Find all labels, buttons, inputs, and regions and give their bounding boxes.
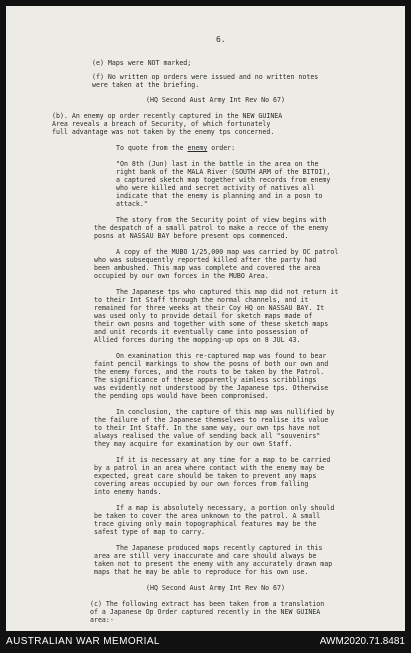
para-4-line: The significance of these apparently aimless scribblings — [94, 376, 317, 384]
para-2-line: A copy of the MUBO 1/25,000 map was carried by OC patrol — [116, 248, 339, 256]
para-8-line: taken not to present the enemy with any accurately drawn map — [94, 560, 333, 568]
para-4-line: On examination this re-captured map was found to bear — [116, 352, 327, 360]
source-reference-2: (HQ Second Aust Army Int Rev No 67) — [146, 584, 285, 592]
quote-intro — [116, 145, 235, 153]
para-7-line: safest type of map to carry. — [94, 528, 206, 536]
item-f-line1: (f) No written op orders were issued and no written notes — [92, 73, 319, 81]
archive-footer — [0, 631, 411, 653]
para-3-line: remained for three weeks at their Coy HQ on NASSAU BAY. It — [94, 304, 325, 312]
para-6-line: covering areas occupied by our own forces from falling — [94, 480, 309, 488]
item-e: (e) Maps were NOT marked; — [92, 59, 192, 67]
item-f-line2: were taken at the briefing. — [92, 81, 200, 89]
quote-line: who were killed and secret activity of natives all — [116, 184, 315, 192]
para-b-line1: (b). An enemy op order recently captured in the NEW GUINEA — [52, 112, 283, 120]
para-2-line: been ambushed. This map was complete and covered the area — [94, 264, 321, 272]
para-c-line2: of a Japanese Op Order captured recently in the NEW GUINEA — [90, 608, 321, 616]
para-3-line: Allied forces during the mopping-up ops on 8 JUL 43. — [94, 336, 301, 344]
page-number: 6. — [216, 35, 226, 44]
quote-line: "On 8th (Jun) last in the battle in the area on the — [116, 160, 319, 168]
para-c-line1: (c) The following extract has been taken from a translation — [90, 600, 325, 608]
para-3-line: The Japanese tps who captured this map did not return it — [116, 288, 339, 296]
quote-line: right bank of the MALA River (SOUTH ARM of the BITOI), — [116, 168, 331, 176]
para-3-line: to their Int Staff through the normal channels, and it — [94, 296, 309, 304]
para-6-line: expected, great care should be taken to prevent any maps — [94, 472, 317, 480]
para-8-line: area are still very inaccurate and care should always be — [94, 552, 317, 560]
quote-intro-underlined: enemy — [187, 144, 208, 152]
para-6-line: into enemy hands. — [94, 488, 162, 496]
para-2-line: occupied by our own forces in the MUBO Area. — [94, 272, 269, 280]
para-6-line: If it is necessary at any time for a map to be carried — [116, 456, 331, 464]
quote-line: a captured sketch map together with records from enemy — [116, 176, 331, 184]
para-8-line: maps that he may be able to reproduce for his own use. — [94, 568, 309, 576]
para-4-line: faint pencil markings to show the posns of both our own and — [94, 360, 329, 368]
quote-line: attack." — [116, 200, 148, 208]
para-1-line: posns at NASSAU BAY before present ops commenced. — [94, 232, 289, 240]
para-b-line2: Area reveals a breach of Security, of which fortunately — [52, 120, 271, 128]
footer-catalogue-number: AWM2020.71.8481 — [319, 636, 405, 647]
document-page — [6, 6, 405, 631]
para-5-line: In conclusion, the capture of this map was nullified by — [116, 408, 335, 416]
para-8-line: The Japanese produced maps recently captured in this — [116, 544, 323, 552]
para-c-line3: area:- — [90, 616, 114, 624]
para-3-line: was used only to provide detail for sketch maps made of — [94, 312, 313, 320]
para-6-line: by a patrol in an area where contact with the enemy may be — [94, 464, 325, 472]
document-body — [6, 6, 405, 631]
footer-institution: AUSTRALIAN WAR MEMORIAL — [6, 636, 160, 647]
para-7-line: trace giving only main topographical features may be the — [94, 520, 317, 528]
para-5-line: they may acquire for examination by our own Staff. — [94, 440, 293, 448]
para-1-line: The story from the Security point of view begins with — [116, 216, 327, 224]
para-4-line: the pending ops would have been compromised. — [94, 392, 269, 400]
para-3-line: and unit records it eventually came into possession of — [94, 328, 309, 336]
para-5-line: to their Int Staff. In the same way, our own tps have not — [94, 424, 321, 432]
para-7-line: be taken to cover the area unknown to the patrol. A small — [94, 512, 321, 520]
quote-line: indicate that the enemy is planning and in a posn to — [116, 192, 323, 200]
quote-intro-prefix: To quote from the — [116, 144, 188, 152]
para-4-line: the enemy forces, and the routs to be taken by the Patrol. — [94, 368, 325, 376]
para-3-line: their own posns and together with some of these sketch maps — [94, 320, 329, 328]
para-b-line3: full advantage was not taken by the enemy tps concerned. — [52, 128, 275, 136]
quote-intro-suffix: order: — [207, 144, 236, 152]
para-1-line: the despatch of a small patrol to make a recce of the enemy — [94, 224, 329, 232]
para-7-line: If a map is absolutely necessary, a portion only should — [116, 504, 335, 512]
para-5-line: always realised the value of sending back all "souvenirs" — [94, 432, 321, 440]
para-4-line: was evidently not understood by the Japanese tps. Otherwise — [94, 384, 329, 392]
para-5-line: the failure of the Japanese themselves to realise its value — [94, 416, 329, 424]
source-reference-1: (HQ Second Aust Army Int Rev No 67) — [146, 96, 285, 104]
para-2-line: who was subsequently reported killed after the party had — [94, 256, 317, 264]
